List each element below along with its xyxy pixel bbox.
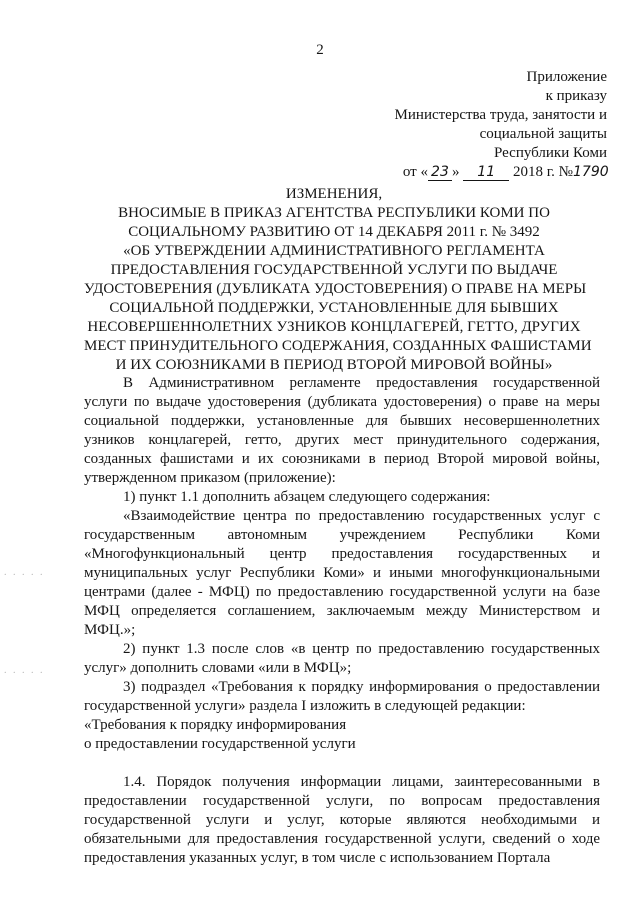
title-line: НЕСОВЕРШЕННОЛЕТНИХ УЗНИКОВ КОНЦЛАГЕРЕЙ, ГЕТТО, ДРУГИХ bbox=[87, 319, 581, 335]
item-2: 2) пункт 1.3 после слов «в центр по предоставлению государственных услуг» дополнить словами «или в МФЦ»; bbox=[84, 641, 600, 676]
appendix-line: Приложение bbox=[526, 69, 607, 85]
document-title bbox=[84, 185, 592, 375]
title-line: СОЦИАЛЬНОМУ РАЗВИТИЮ ОТ 14 ДЕКАБРЯ 2011 г. № 3492 bbox=[128, 224, 540, 240]
subsection-heading-line-1: «Требования к порядку информирования bbox=[84, 717, 347, 733]
intro-paragraph: В Административном регламенте предоставления государственной услуги по выдаче удостоверения (дубликата удостоверения) о праве на меры социальной поддержки, установленные для бывших несовершеннолетних узников концлагерей, гетто, других мест принудительного содержания, созданных фашистами и их союзниками в период Второй мировой войны, утвержденном приказом (приложение): bbox=[84, 375, 600, 486]
date-mid: » bbox=[451, 164, 460, 180]
date-suffix: 2018 г. № bbox=[512, 164, 573, 180]
title-line: «ОБ УТВЕРЖДЕНИИ АДМИНИСТРАТИВНОГО РЕГЛАМЕНТА bbox=[123, 243, 545, 259]
item-1: 1) пункт 1.1 дополнить абзацем следующего содержания: bbox=[123, 489, 491, 505]
item-3: 3) подраздел «Требования к порядку информирования о предоставлении государственной услуги» раздела I изложить в следующей редакции: bbox=[84, 679, 600, 714]
handwritten-day: 23 bbox=[428, 165, 452, 181]
item-1-quote: «Взаимодействие центра по предоставлению государственных услуг с государственным автономным учреждением Республики Коми «Многофункциональный центр предоставления государственных и муниципальных услуг Республики Коми» и иными многофункциональными центрами (далее - МФЦ) по предоставлению государственной услуги на базе МФЦ определяется соглашением, заключаемым между Министерством и МФЦ.»; bbox=[84, 508, 600, 638]
title-line: ПРЕДОСТАВЛЕНИЯ ГОСУДАРСТВЕННОЙ УСЛУГИ ПО ВЫДАЧЕ bbox=[110, 262, 558, 278]
spacer bbox=[84, 754, 600, 773]
subsection-heading-line-2: о предоставлении государственной услуги bbox=[84, 736, 356, 752]
handwritten-order-number: 1790 bbox=[573, 164, 609, 180]
paragraph-1-4: 1.4. Порядок получения информации лицами, заинтересованными в предоставлении государственной услуги, по вопросам предоставления государственной услуги и услуг, которые являются необходимыми и обязательными для предоставления государственной услуги, сведений о ходе предоставления указанных услуг, в том числе с использованием Портала bbox=[84, 774, 600, 866]
title-line: ИЗМЕНЕНИЯ, bbox=[285, 186, 383, 202]
appendix-line: социальной защиты bbox=[479, 126, 607, 142]
title-line: И ИХ СОЮЗНИКАМИ В ПЕРИОД ВТОРОЙ МИРОВОЙ ВОЙНЫ» bbox=[115, 357, 553, 373]
appendix-line: Министерства труда, занятости и bbox=[394, 107, 607, 123]
document-body bbox=[84, 374, 600, 868]
appendix-block bbox=[395, 68, 607, 182]
appendix-line: Республики Коми bbox=[494, 145, 607, 161]
title-line: СОЦИАЛЬНОЙ ПОДДЕРЖКИ, УСТАНОВЛЕННЫЕ ДЛЯ БЫВШИХ bbox=[109, 300, 559, 316]
title-line: УДОСТОВЕРЕНИЯ (ДУБЛИКАТА УДОСТОВЕРЕНИЯ) О ПРАВЕ НА МЕРЫ bbox=[84, 281, 587, 297]
appendix-date-line bbox=[395, 163, 607, 182]
title-line: ВНОСИМЫЕ В ПРИКАЗ АГЕНТСТВА РЕСПУБЛИКИ КОМИ ПО bbox=[118, 205, 550, 221]
scan-artifact: . . . . . bbox=[4, 567, 45, 578]
date-prefix: от « bbox=[402, 164, 428, 180]
page-number: 2 bbox=[316, 42, 324, 58]
scan-artifact: . . . . . bbox=[4, 665, 45, 676]
appendix-line: к приказу bbox=[545, 88, 607, 104]
title-line: МЕСТ ПРИНУДИТЕЛЬНОГО СОДЕРЖАНИЯ, СОЗДАННЫХ ФАШИСТАМИ bbox=[84, 338, 592, 354]
handwritten-month: 11 bbox=[463, 165, 509, 181]
